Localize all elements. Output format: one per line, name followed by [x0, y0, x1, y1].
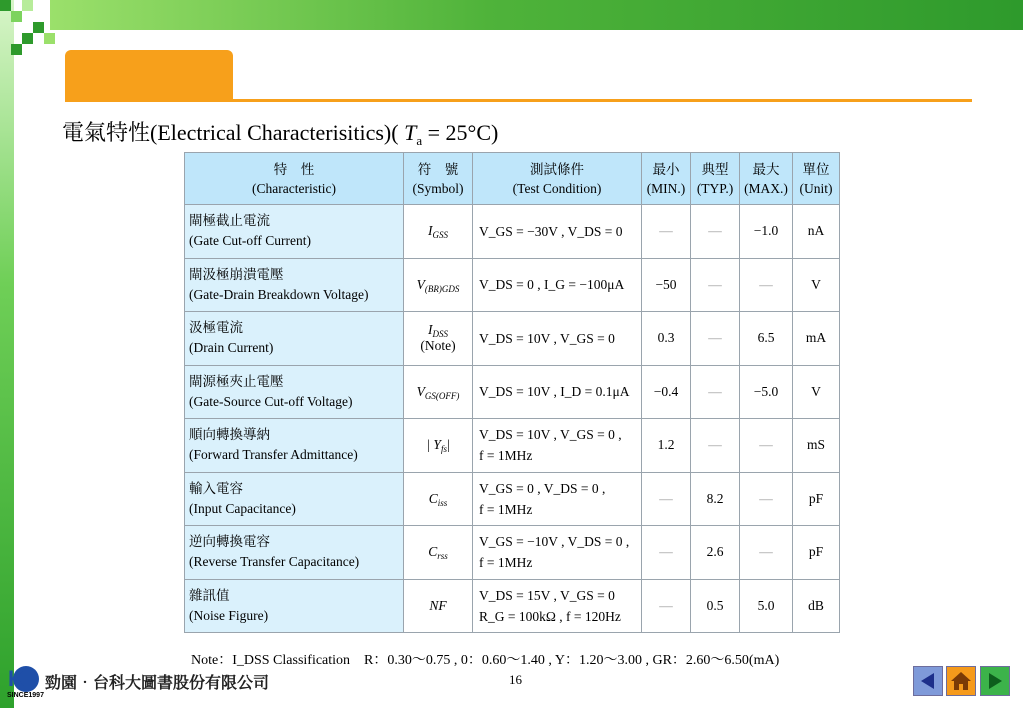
cell-max — [740, 419, 793, 473]
cell-test-condition — [473, 579, 642, 633]
max-value: −5.0 — [753, 383, 779, 399]
cond-line-1: V_GS = −30V , V_DS = 0 — [479, 223, 623, 239]
symbol-note: (Note) — [420, 338, 456, 354]
char-zh: 順向轉換導納 — [189, 427, 270, 443]
cell-min — [642, 526, 691, 580]
header-typ — [691, 153, 740, 205]
symbol-main: I — [428, 223, 433, 239]
min-value: −0.4 — [653, 383, 679, 399]
min-value: −50 — [655, 276, 677, 292]
cell-unit — [793, 526, 840, 580]
cell-test-condition — [473, 419, 642, 473]
header-zh: 單位 — [802, 161, 830, 177]
max-value: — — [759, 437, 773, 453]
char-zh: 汲極電流 — [189, 320, 243, 336]
header-zh: 測試條件 — [530, 161, 584, 177]
cell-typ — [691, 365, 740, 419]
cell-characteristic — [185, 205, 404, 259]
header-min — [642, 153, 691, 205]
header-en: (MAX.) — [744, 180, 788, 196]
symbol-main: V — [416, 383, 425, 399]
min-value: — — [659, 597, 673, 613]
cell-typ — [691, 258, 740, 312]
header-en: (Unit) — [799, 180, 833, 196]
title-prefix: 電氣特性(Electrical Characterisitics)( — [62, 120, 405, 145]
table-row — [185, 365, 840, 419]
cell-characteristic — [185, 526, 404, 580]
cell-max — [740, 472, 793, 526]
unit-value: pF — [808, 490, 824, 506]
cond-line-1: V_DS = 10V , I_D = 0.1μA — [479, 384, 630, 400]
char-zh: 閘汲極崩潰電壓 — [189, 266, 284, 282]
symbol-main: C — [428, 490, 438, 506]
cell-unit — [793, 205, 840, 259]
cell-characteristic — [185, 258, 404, 312]
title-var: T — [404, 120, 417, 145]
cell-characteristic — [185, 579, 404, 633]
cell-symbol — [404, 365, 473, 419]
header-en: (Characteristic) — [252, 180, 336, 196]
table-row — [185, 312, 840, 366]
triangle-left-icon — [918, 671, 938, 691]
symbol-main: C — [428, 544, 438, 560]
cell-max — [740, 526, 793, 580]
home-icon — [950, 670, 972, 692]
publisher-logo — [4, 666, 44, 698]
cond-line-1: V_DS = 10V , V_GS = 0 , — [479, 427, 622, 443]
char-en: (Gate Cut-off Current) — [189, 233, 311, 249]
symbol-sub: (BR)GDS — [424, 283, 460, 294]
header-max — [740, 153, 793, 205]
header-en: (TYP.) — [696, 180, 734, 196]
char-zh: 輸入電容 — [189, 480, 243, 496]
typ-value: — — [708, 330, 722, 346]
char-en: (Input Capacitance) — [189, 500, 296, 516]
max-value: 5.0 — [757, 597, 775, 613]
cell-min — [642, 258, 691, 312]
cond-line-1: V_GS = −10V , V_DS = 0 , — [479, 534, 630, 550]
cell-test-condition — [473, 365, 642, 419]
min-value: — — [659, 544, 673, 560]
typ-value: — — [708, 383, 722, 399]
slide-title — [62, 116, 498, 147]
unit-value: pF — [808, 544, 824, 560]
top-green-band — [50, 0, 1023, 30]
cell-typ — [691, 472, 740, 526]
cell-max — [740, 258, 793, 312]
symbol-sub: fs — [440, 444, 447, 455]
header-zh: 最小 — [652, 161, 680, 177]
max-value: — — [759, 490, 773, 506]
typ-value: 8.2 — [706, 490, 724, 506]
company-name: 勁園‧台科大圖書股份有限公司 — [45, 675, 270, 692]
table-header-row — [185, 153, 840, 205]
prev-slide-button[interactable] — [913, 666, 943, 696]
cell-symbol — [404, 258, 473, 312]
next-slide-button[interactable] — [980, 666, 1010, 696]
cell-characteristic — [185, 365, 404, 419]
cell-unit — [793, 579, 840, 633]
header-unit — [793, 153, 840, 205]
symbol-sub: rss — [437, 551, 448, 562]
title-suffix: = 25°C) — [422, 120, 499, 145]
corner-square — [22, 33, 33, 44]
char-en: (Gate-Drain Breakdown Voltage) — [189, 286, 369, 302]
symbol-sub: DSS — [432, 329, 448, 340]
min-value: 1.2 — [657, 437, 675, 453]
cell-characteristic — [185, 312, 404, 366]
cell-unit — [793, 365, 840, 419]
max-value: −1.0 — [753, 223, 779, 239]
cell-test-condition — [473, 526, 642, 580]
symbol-main: | Y — [426, 437, 441, 453]
symbol-sub: iss — [437, 497, 448, 508]
char-en: (Drain Current) — [189, 340, 274, 356]
typ-value: — — [708, 223, 722, 239]
char-zh: 閘極截止電流 — [189, 213, 270, 229]
classification-note: Note：I_DSS Classification R：0.30～0.75 , 0：0.60～1.40 , Y：1.20～3.00 , GR：2.60～6.50(mA) — [191, 653, 780, 668]
header-en: (MIN.) — [646, 180, 686, 196]
corner-square — [11, 44, 22, 55]
typ-value: — — [708, 437, 722, 453]
symbol-note: | — [446, 437, 450, 453]
header-characteristic — [185, 153, 404, 205]
cell-min — [642, 419, 691, 473]
min-value: — — [659, 490, 673, 506]
cond-line-1: V_DS = 10V , V_GS = 0 — [479, 330, 615, 346]
symbol-main: NF — [429, 597, 447, 613]
electrical-characteristics-table — [184, 152, 840, 633]
cell-min — [642, 312, 691, 366]
symbol-sub: GSS — [432, 230, 448, 241]
cell-test-condition — [473, 472, 642, 526]
unit-value: dB — [808, 597, 824, 613]
header-symbol — [404, 153, 473, 205]
table-row — [185, 526, 840, 580]
cell-typ — [691, 526, 740, 580]
typ-value: 2.6 — [706, 544, 724, 560]
cell-symbol — [404, 419, 473, 473]
cell-symbol — [404, 526, 473, 580]
title-rule — [65, 99, 972, 102]
logo-mark: K — [8, 666, 24, 691]
cell-test-condition — [473, 312, 642, 366]
header-en: (Symbol) — [412, 180, 464, 196]
cell-max — [740, 312, 793, 366]
header-en: (Test Condition) — [512, 180, 602, 196]
table-row — [185, 258, 840, 312]
unit-value: V — [811, 276, 821, 292]
corner-square — [22, 0, 33, 11]
unit-value: mA — [805, 330, 827, 346]
max-value: 6.5 — [757, 330, 775, 346]
cond-line-1: V_GS = 0 , V_DS = 0 , — [479, 480, 606, 496]
title-tab — [65, 50, 233, 102]
max-value: — — [759, 276, 773, 292]
cell-min — [642, 205, 691, 259]
header-zh: 典型 — [701, 161, 729, 177]
char-zh: 閘源極夾止電壓 — [189, 373, 284, 389]
corner-square — [11, 11, 22, 22]
logo-since: SINCE1997 — [7, 692, 44, 699]
cond-line-2: R_G = 100kΩ , f = 120Hz — [479, 608, 621, 624]
cond-line-2: f = 1MHz — [479, 448, 533, 464]
cell-test-condition — [473, 205, 642, 259]
cell-typ — [691, 419, 740, 473]
cell-max — [740, 365, 793, 419]
cond-line-1: V_DS = 0 , I_G = −100μA — [479, 277, 625, 293]
header-zh: 符 號 — [417, 161, 459, 177]
home-button[interactable] — [946, 666, 976, 696]
cell-test-condition — [473, 258, 642, 312]
char-en: (Gate-Source Cut-off Voltage) — [189, 393, 353, 409]
cell-unit — [793, 312, 840, 366]
symbol-sub: GS(OFF) — [424, 390, 460, 401]
cell-typ — [691, 205, 740, 259]
table-row — [185, 472, 840, 526]
cond-line-2: f = 1MHz — [479, 555, 533, 571]
cell-symbol — [404, 205, 473, 259]
cell-typ — [691, 579, 740, 633]
cell-symbol — [404, 312, 473, 366]
title-sub: a — [416, 133, 423, 148]
corner-square — [0, 0, 11, 11]
char-en: (Noise Figure) — [189, 607, 269, 623]
cell-min — [642, 579, 691, 633]
page-number: 16 — [509, 672, 522, 687]
table-row — [185, 205, 840, 259]
cond-line-1: V_DS = 15V , V_GS = 0 — [479, 587, 615, 603]
unit-value: nA — [807, 223, 825, 239]
char-zh: 雜訊值 — [189, 587, 230, 603]
cell-characteristic — [185, 472, 404, 526]
header-zh: 最大 — [752, 161, 780, 177]
cell-max — [740, 205, 793, 259]
cell-symbol — [404, 472, 473, 526]
cell-unit — [793, 472, 840, 526]
table-row — [185, 419, 840, 473]
cell-min — [642, 365, 691, 419]
header-test-condition — [473, 153, 642, 205]
typ-value: 0.5 — [706, 597, 724, 613]
cell-unit — [793, 419, 840, 473]
left-green-band — [0, 0, 14, 708]
cell-characteristic — [185, 419, 404, 473]
corner-square — [44, 33, 55, 44]
symbol-main: I — [428, 322, 433, 338]
cond-line-2: f = 1MHz — [479, 501, 533, 517]
cell-typ — [691, 312, 740, 366]
char-en: (Reverse Transfer Capacitance) — [189, 554, 360, 570]
char-zh: 逆向轉換電容 — [189, 534, 270, 550]
triangle-right-icon — [985, 671, 1005, 691]
max-value: — — [759, 544, 773, 560]
char-en: (Forward Transfer Admittance) — [189, 447, 358, 463]
cell-symbol — [404, 579, 473, 633]
cell-min — [642, 472, 691, 526]
typ-value: — — [708, 276, 722, 292]
unit-value: mS — [806, 437, 825, 453]
table-row — [185, 579, 840, 633]
cell-max — [740, 579, 793, 633]
cell-unit — [793, 258, 840, 312]
header-zh: 特 性 — [273, 161, 315, 177]
min-value: — — [659, 223, 673, 239]
symbol-main: V — [416, 276, 425, 292]
unit-value: V — [811, 383, 821, 399]
min-value: 0.3 — [657, 330, 675, 346]
corner-square — [33, 22, 44, 33]
